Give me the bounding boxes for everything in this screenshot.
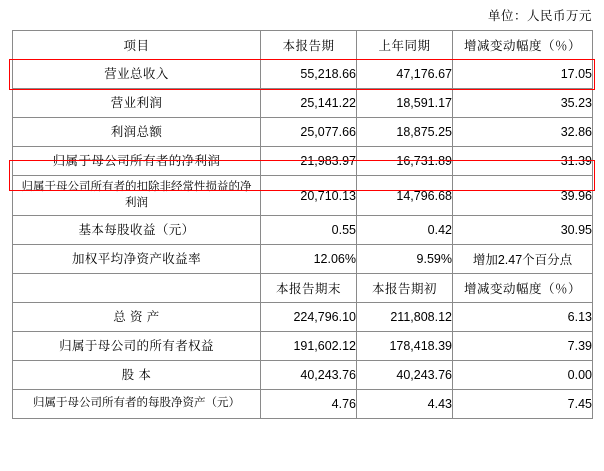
row-value-current: 0.55 (261, 216, 357, 245)
row-value-change: 7.45 (453, 390, 593, 419)
column-header-change-2: 增减变动幅度（％） (453, 274, 593, 303)
row-value-current: 55,218.66 (261, 60, 357, 89)
row-value-change: 30.95 (453, 216, 593, 245)
table-row (13, 303, 593, 332)
table-row (13, 332, 593, 361)
row-label: 归属于母公司所有者的每股净资产（元） (13, 390, 261, 419)
column-header-period-end: 本报告期末 (261, 274, 357, 303)
table-row (13, 361, 593, 390)
table-header-row (13, 31, 593, 60)
row-value-prior: 14,796.68 (357, 176, 453, 216)
row-label: 利润总额 (13, 118, 261, 147)
unit-note: 单位：人民币万元 (487, 9, 592, 23)
row-value-period-begin: 211,808.12 (357, 303, 453, 332)
row-value-current: 12.06% (261, 245, 357, 274)
financial-summary-table (12, 30, 593, 419)
row-value-current: 25,141.22 (261, 89, 357, 118)
row-value-change: 35.23 (453, 89, 593, 118)
table-row (13, 390, 593, 419)
row-label: 归属于母公司所有者的扣除非经常性损益的净利润 (13, 176, 261, 216)
column-header-change: 增减变动幅度（％） (453, 31, 593, 60)
row-label: 营业利润 (13, 89, 261, 118)
table-subheader-row (13, 274, 593, 303)
column-header-item: 项目 (13, 31, 261, 60)
row-value-prior: 16,731.89 (357, 147, 453, 176)
row-value-current: 25,077.66 (261, 118, 357, 147)
row-value-change: 39.96 (453, 176, 593, 216)
row-label: 基本每股收益（元） (13, 216, 261, 245)
row-value-current: 20,710.13 (261, 176, 357, 216)
row-value-period-begin: 4.43 (357, 390, 453, 419)
table-row (13, 147, 593, 176)
row-label: 归属于母公司所有者的净利润 (13, 147, 261, 176)
row-label: 总 资 产 (13, 303, 261, 332)
row-value-period-end: 40,243.76 (261, 361, 357, 390)
row-value-change: 17.05 (453, 60, 593, 89)
row-value-period-begin: 40,243.76 (357, 361, 453, 390)
row-value-current: 21,983.97 (261, 147, 357, 176)
row-label: 营业总收入 (13, 60, 261, 89)
row-value-prior: 18,591.17 (357, 89, 453, 118)
row-value-period-end: 224,796.10 (261, 303, 357, 332)
row-value-change: 32.86 (453, 118, 593, 147)
row-value-prior: 0.42 (357, 216, 453, 245)
row-value-change: 增加2.47个百分点 (453, 245, 593, 274)
column-header-current-period: 本报告期 (261, 31, 357, 60)
column-header-period-begin: 本报告期初 (357, 274, 453, 303)
row-value-prior: 47,176.67 (357, 60, 453, 89)
table-row (13, 60, 593, 89)
table-row (13, 118, 593, 147)
row-value-change: 31.39 (453, 147, 593, 176)
row-value-change: 6.13 (453, 303, 593, 332)
row-value-prior: 18,875.25 (357, 118, 453, 147)
table-row (13, 245, 593, 274)
row-value-period-end: 191,602.12 (261, 332, 357, 361)
table-row (13, 176, 593, 216)
row-value-period-begin: 178,418.39 (357, 332, 453, 361)
column-header-prior-period: 上年同期 (357, 31, 453, 60)
column-header-item-2 (13, 274, 261, 303)
table-row (13, 216, 593, 245)
table-row (13, 89, 593, 118)
row-label: 股 本 (13, 361, 261, 390)
row-value-prior: 9.59% (357, 245, 453, 274)
row-value-period-end: 4.76 (261, 390, 357, 419)
row-label: 归属于母公司的所有者权益 (13, 332, 261, 361)
row-label: 加权平均净资产收益率 (13, 245, 261, 274)
row-value-change: 7.39 (453, 332, 593, 361)
row-value-change: 0.00 (453, 361, 593, 390)
